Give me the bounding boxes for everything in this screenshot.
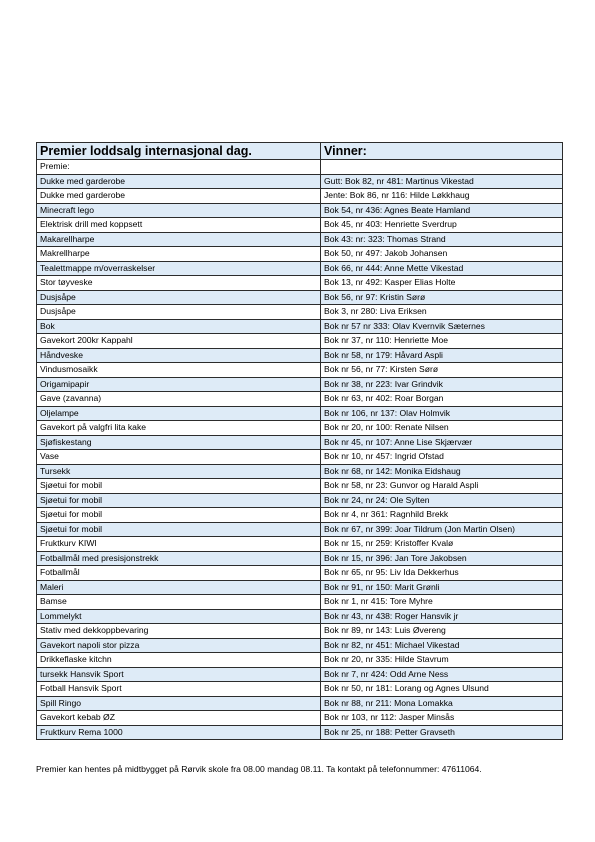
table-row — [37, 653, 563, 668]
prize-cell: Tursekk — [37, 464, 321, 479]
table-row — [37, 334, 563, 349]
prize-cell: Vindusmosaikk — [37, 363, 321, 378]
table-row — [37, 624, 563, 639]
winner-cell: Bok nr 1, nr 415: Tore Myhre — [321, 595, 563, 610]
winner-cell: Bok nr 106, nr 137: Olav Holmvik — [321, 406, 563, 421]
winner-cell: Bok nr 67, nr 399: Joar Tildrum (Jon Martin Olsen) — [321, 522, 563, 537]
table-row — [37, 595, 563, 610]
prize-cell: Spill Ringo — [37, 696, 321, 711]
prize-cell: Gavekort kebab ØZ — [37, 711, 321, 726]
table-row — [37, 638, 563, 653]
table-row — [37, 203, 563, 218]
prize-cell: Vase — [37, 450, 321, 465]
table-row — [37, 479, 563, 494]
prize-cell: Makrellharpe — [37, 247, 321, 262]
table-row — [37, 522, 563, 537]
prize-cell: Sjøetui for mobil — [37, 493, 321, 508]
winner-cell: Bok nr 50, nr 181: Lorang og Agnes Ulsund — [321, 682, 563, 697]
prize-cell: Fotballmål med presisjonstrekk — [37, 551, 321, 566]
prize-cell: Dukke med garderobe — [37, 189, 321, 204]
winner-cell: Bok nr 10, nr 457: Ingrid Ofstad — [321, 450, 563, 465]
winner-cell: Bok nr 37, nr 110: Henriette Moe — [321, 334, 563, 349]
table-row — [37, 363, 563, 378]
table-row — [37, 508, 563, 523]
winner-cell: Bok nr 58, nr 23: Gunvor og Harald Aspli — [321, 479, 563, 494]
table-row — [37, 290, 563, 305]
table-row — [37, 667, 563, 682]
table-row — [37, 566, 563, 581]
winner-cell: Bok nr 15, nr 396: Jan Tore Jakobsen — [321, 551, 563, 566]
prize-cell: Elektrisk drill med koppsett — [37, 218, 321, 233]
prize-cell: Tealettmappe m/overraskelser — [37, 261, 321, 276]
prize-cell: Maleri — [37, 580, 321, 595]
winner-cell: Bok nr 43, nr 438: Roger Hansvik jr — [321, 609, 563, 624]
prize-cell: Gavekort napoli stor pizza — [37, 638, 321, 653]
winner-cell: Bok nr 89, nr 143: Luis Øvereng — [321, 624, 563, 639]
prize-cell: Oljelampe — [37, 406, 321, 421]
table-row — [37, 348, 563, 363]
prize-cell: Dusjsåpe — [37, 305, 321, 320]
prize-cell: Sjøetui for mobil — [37, 522, 321, 537]
table-row — [37, 421, 563, 436]
table-row — [37, 725, 563, 740]
table-row — [37, 319, 563, 334]
prize-cell: Lommelykt — [37, 609, 321, 624]
table-row — [37, 580, 563, 595]
winner-cell: Bok nr 65, nr 95: Liv Ida Dekkerhus — [321, 566, 563, 581]
prize-cell: Sjøetui for mobil — [37, 479, 321, 494]
winner-cell: Bok nr 38, nr 223: Ivar Grindvik — [321, 377, 563, 392]
winner-cell: Bok nr 57 nr 333: Olav Kvernvik Sæternes — [321, 319, 563, 334]
table-row — [37, 261, 563, 276]
table-row — [37, 392, 563, 407]
prize-cell: Håndveske — [37, 348, 321, 363]
table-row — [37, 232, 563, 247]
winner-cell: Bok nr 25, nr 188: Petter Gravseth — [321, 725, 563, 740]
prize-cell: Fotball Hansvik Sport — [37, 682, 321, 697]
table-row — [37, 537, 563, 552]
table-row — [37, 682, 563, 697]
winner-cell: Bok nr 56, nr 77: Kirsten Sørø — [321, 363, 563, 378]
prize-cell: Fotballmål — [37, 566, 321, 581]
table-row — [37, 435, 563, 450]
winner-cell: Bok nr 82, nr 451: Michael Vikestad — [321, 638, 563, 653]
table-row — [37, 174, 563, 189]
table-row — [37, 551, 563, 566]
winner-cell: Bok nr 7, nr 424: Odd Arne Ness — [321, 667, 563, 682]
prize-cell: Bamse — [37, 595, 321, 610]
prize-cell: Makarellharpe — [37, 232, 321, 247]
winner-cell: Bok 66, nr 444: Anne Mette Vikestad — [321, 261, 563, 276]
winner-cell: Bok nr 45, nr 107: Anne Lise Skjærvær — [321, 435, 563, 450]
prize-cell: Fruktkurv KIWI — [37, 537, 321, 552]
table-row — [37, 464, 563, 479]
prize-subheader: Premie: — [37, 160, 321, 175]
winner-subheader — [321, 160, 563, 175]
winner-cell: Bok nr 68, nr 142: Monika Eidshaug — [321, 464, 563, 479]
table-row — [37, 377, 563, 392]
winner-cell: Bok nr 24, nr 24: Ole Sylten — [321, 493, 563, 508]
prize-cell: tursekk Hansvik Sport — [37, 667, 321, 682]
table-row — [37, 305, 563, 320]
pickup-notice: Premier kan hentes på midtbygget på Rørvik skole fra 08.00 mandag 08.11. Ta kontakt på telefonnummer: 47611064. — [36, 764, 482, 774]
table-row — [37, 711, 563, 726]
winner-cell: Bok 56, nr 97: Kristin Sørø — [321, 290, 563, 305]
winner-cell: Bok nr 58, nr 179: Håvard Aspli — [321, 348, 563, 363]
table-row — [37, 247, 563, 262]
winner-cell: Bok nr 20, nr 335: Hilde Stavrum — [321, 653, 563, 668]
winner-cell: Bok 50, nr 497: Jakob Johansen — [321, 247, 563, 262]
winner-cell: Bok nr 20, nr 100: Renate Nilsen — [321, 421, 563, 436]
winner-cell: Bok 54, nr 436: Agnes Beate Hamland — [321, 203, 563, 218]
winner-cell: Bok 13, nr 492: Kasper Elias Holte — [321, 276, 563, 291]
winner-cell: Bok nr 63, nr 402: Roar Borgan — [321, 392, 563, 407]
table-row — [37, 276, 563, 291]
winner-cell: Jente: Bok 86, nr 116: Hilde Løkkhaug — [321, 189, 563, 204]
prize-cell: Drikkeflaske kitchn — [37, 653, 321, 668]
prize-table — [36, 142, 563, 740]
prize-cell: Stativ med dekkoppbevaring — [37, 624, 321, 639]
prize-cell: Gavekort 200kr Kappahl — [37, 334, 321, 349]
winner-cell: Bok 3, nr 280: Liva Eriksen — [321, 305, 563, 320]
prize-cell: Bok — [37, 319, 321, 334]
winner-cell: Bok nr 4, nr 361: Ragnhild Brekk — [321, 508, 563, 523]
prize-cell: Fruktkurv Rema 1000 — [37, 725, 321, 740]
prize-cell: Dusjsåpe — [37, 290, 321, 305]
winner-cell: Bok nr 15, nr 259: Kristoffer Kvalø — [321, 537, 563, 552]
table-row — [37, 609, 563, 624]
prize-cell: Minecraft lego — [37, 203, 321, 218]
winner-cell: Bok nr 88, nr 211: Mona Lomakka — [321, 696, 563, 711]
winner-cell: Bok nr 103, nr 112: Jasper Minsås — [321, 711, 563, 726]
prize-column-title: Premier loddsalg internasjonal dag. — [37, 143, 321, 160]
table-row — [37, 450, 563, 465]
winner-cell: Bok 43: nr: 323: Thomas Strand — [321, 232, 563, 247]
prize-cell: Stor tøyveske — [37, 276, 321, 291]
prize-cell: Gavekort på valgfri lita kake — [37, 421, 321, 436]
prize-cell: Sjøfiskestang — [37, 435, 321, 450]
prize-table-body — [37, 143, 563, 740]
prize-cell: Gave (zavanna) — [37, 392, 321, 407]
table-row — [37, 696, 563, 711]
table-row — [37, 189, 563, 204]
table-subheader-row — [37, 160, 563, 175]
table-row — [37, 493, 563, 508]
winner-cell: Bok 45, nr 403: Henriette Sverdrup — [321, 218, 563, 233]
table-header-row — [37, 143, 563, 160]
prize-cell: Origamipapir — [37, 377, 321, 392]
prize-cell: Sjøetui for mobil — [37, 508, 321, 523]
winner-cell: Bok nr 91, nr 150: Marit Grønli — [321, 580, 563, 595]
table-row — [37, 218, 563, 233]
table-row — [37, 406, 563, 421]
winner-column-title: Vinner: — [321, 143, 563, 160]
winner-cell: Gutt: Bok 82, nr 481: Martinus Vikestad — [321, 174, 563, 189]
prize-cell: Dukke med garderobe — [37, 174, 321, 189]
